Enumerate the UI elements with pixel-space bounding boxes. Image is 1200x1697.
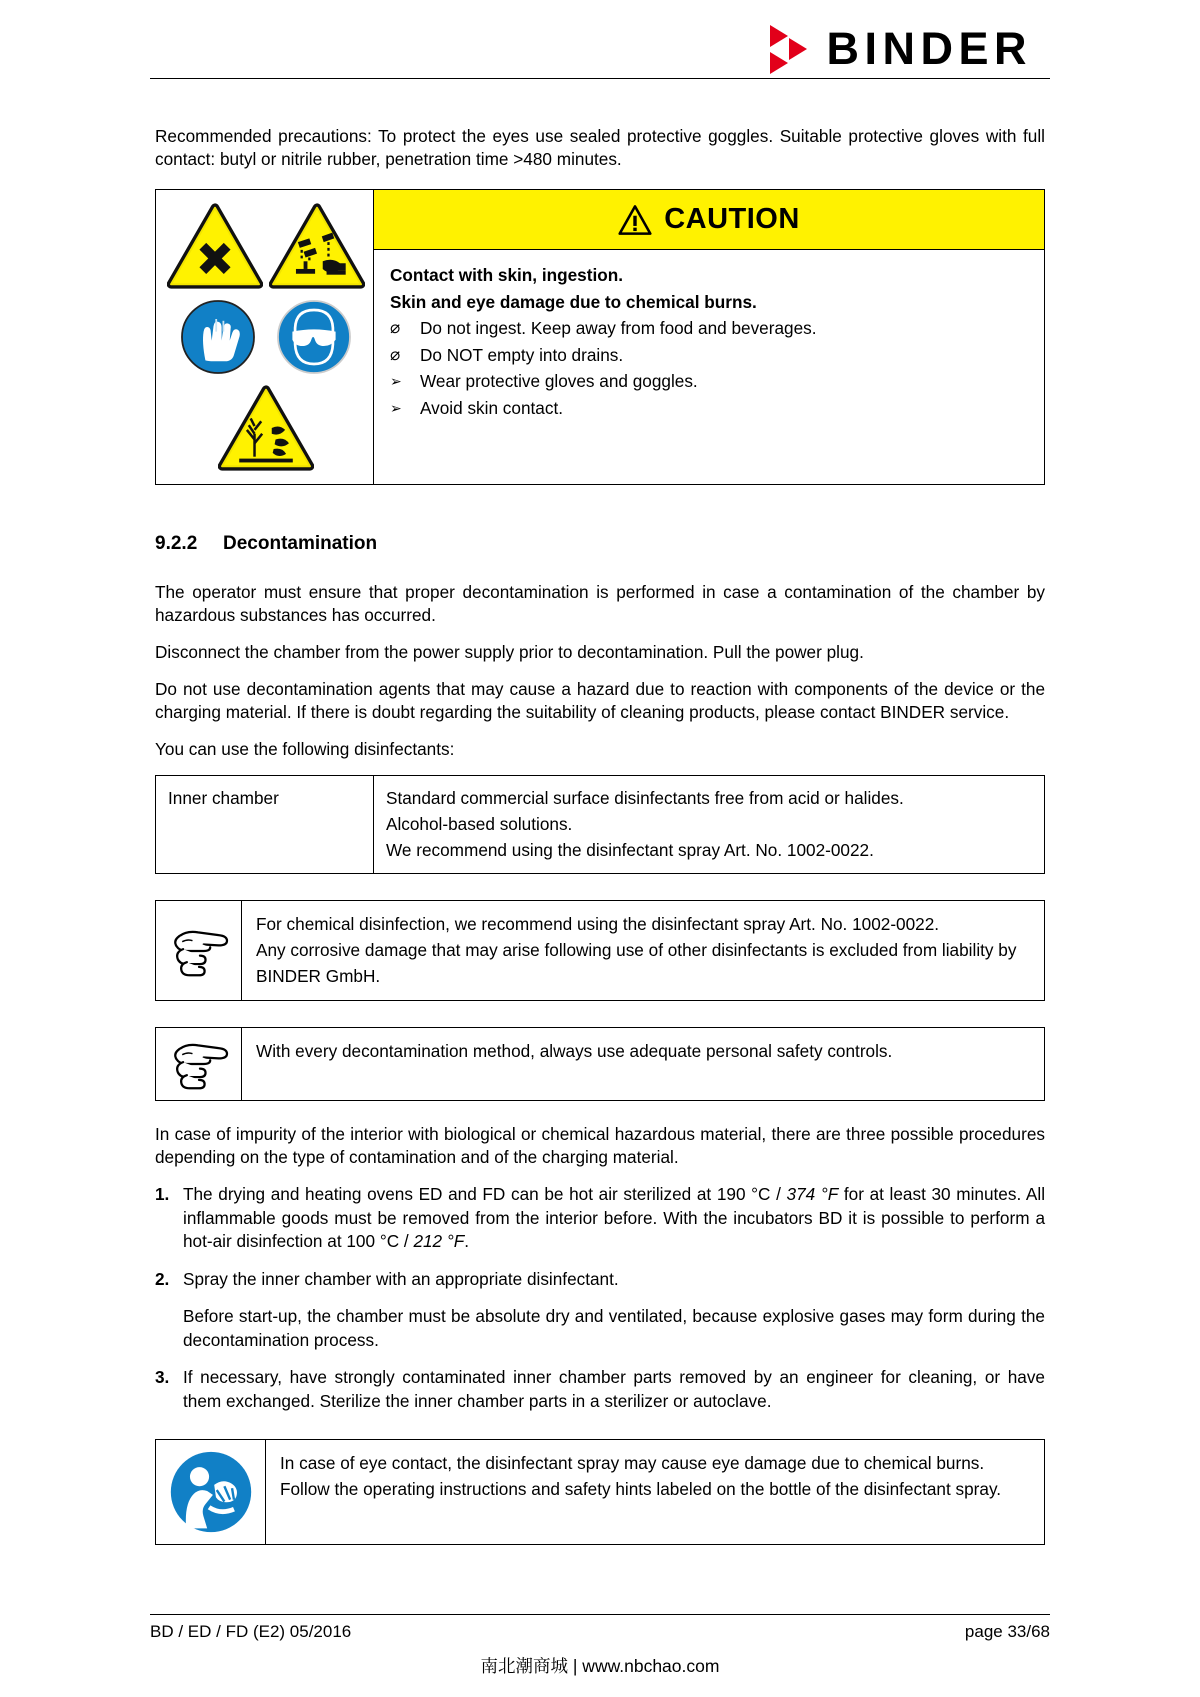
warning-triangle-icon	[618, 204, 652, 236]
note-box-chemical-disinfection	[155, 900, 1045, 1001]
eye-wash-station-mandatory-icon	[167, 1448, 255, 1536]
caution-item	[390, 395, 1030, 422]
intro-paragraph: Recommended precautions: To protect the eyes use sealed protective goggles. Suitable protective gloves with full contact: butyl or nitrile rubber, penetration time >480 minutes.	[155, 126, 1045, 169]
list-segment: The drying and heating ovens ED and FD can be hot air sterilized at 190 °C /	[183, 1184, 787, 1204]
disinfectant-line: Standard commercial surface disinfectants free from acid or halides.	[386, 788, 904, 808]
binder-logo	[770, 24, 1032, 74]
paragraph-1: The operator must ensure that proper decontamination is performed in case a contamination of the chamber by hazardous substances has occurred.	[155, 582, 1045, 625]
note-line: Any corrosive damage that may arise following use of other disinfectants is excluded from liability by BINDER GmbH.	[256, 940, 1017, 986]
note-line: With every decontamination method, always use adequate personal safety controls.	[256, 1041, 893, 1061]
list-item-number: 1.	[155, 1184, 170, 1204]
caution-item-text: Do NOT empty into drains.	[420, 344, 624, 365]
footer-page-number: page 33/68	[964, 1622, 1050, 1641]
paragraph-5: In case of impurity of the interior with biological or chemical hazardous material, there are three possible procedures depending on the type of contamination and of the charging material.	[155, 1124, 1045, 1167]
list-item	[155, 1183, 1045, 1254]
caution-item-text: Do not ingest. Keep away from food and beverages.	[420, 318, 817, 338]
table-row	[156, 776, 1045, 874]
paragraph-4: You can use the following disinfectants:	[155, 739, 455, 759]
note-line: For chemical disinfection, we recommend using the disinfectant spray Art. No. 1002-0022.	[256, 914, 940, 934]
section-number: 9.2.2	[155, 533, 198, 554]
list-segment: for at least 30 minutes. All inflammable goods must be removed from the interior before. With the incubators BD it is possible to perform a hot-air disinfection at 100 °C /	[183, 1184, 1046, 1251]
note-text	[242, 901, 1044, 1000]
page-header	[0, 0, 1200, 86]
caution-item	[390, 342, 1030, 369]
corrosive-substance-warning-icon	[269, 202, 365, 290]
section-title: Decontamination	[223, 533, 378, 554]
table-row-label: Inner chamber	[156, 776, 374, 874]
environmental-hazard-warning-icon	[218, 384, 314, 472]
list-item	[155, 1268, 1045, 1292]
caution-body	[374, 250, 1044, 435]
pointing-hand-icon	[166, 1036, 232, 1092]
footer-document-id: BD / ED / FD (E2) 05/2016	[150, 1622, 352, 1641]
disinfectant-line: Alcohol-based solutions.	[386, 814, 573, 834]
wear-eye-protection-mandatory-icon	[269, 294, 359, 380]
list-segment: .	[464, 1231, 470, 1251]
eye-contact-warning-box	[155, 1439, 1045, 1545]
harmful-irritant-warning-icon	[167, 202, 263, 290]
page-content	[155, 86, 1045, 1545]
binder-logo-triangles-icon	[770, 24, 816, 74]
list-item-number: 2.	[155, 1268, 170, 1289]
section-heading	[155, 533, 1045, 555]
caution-content	[374, 190, 1044, 484]
caution-box	[155, 189, 1045, 485]
pointing-hand-icon	[166, 923, 232, 979]
caution-item	[390, 368, 1030, 395]
list-item-subparagraph: Before start-up, the chamber must be absolute dry and ventilated, because explosive gases may form during the decontamination process.	[183, 1306, 1045, 1350]
caution-item	[390, 315, 1030, 342]
caution-item-text: Wear protective gloves and goggles.	[420, 371, 698, 391]
disinfectants-table	[155, 775, 1045, 874]
list-segment-italic: 374 °F	[786, 1184, 839, 1204]
caution-title: CAUTION	[664, 203, 800, 235]
table-row-content	[374, 776, 1045, 874]
caution-headline-2: Skin and eye damage due to chemical burns.	[390, 291, 757, 312]
caution-headline-1: Contact with skin, ingestion.	[390, 265, 623, 285]
list-item-text: Spray the inner chamber with an appropriate disinfectant.	[183, 1268, 619, 1289]
paragraph-2: Disconnect the chamber from the power supply prior to decontamination. Pull the power plug.	[155, 642, 864, 662]
note-icon-cell	[156, 1028, 242, 1100]
prohibition-mark-icon: ⌀	[390, 344, 401, 364]
header-divider	[150, 78, 1050, 79]
caution-pictogram-group	[156, 190, 374, 484]
arrow-bullet-icon: ➢	[390, 373, 402, 389]
page-footer	[150, 1614, 1050, 1642]
caution-item-text: Avoid skin contact.	[420, 397, 563, 418]
paragraph-3: Do not use decontamination agents that may cause a hazard due to reaction with components of the device or the charging material. If there is doubt regarding the suitability of cleaning products, please contact BINDER service.	[155, 679, 1045, 722]
list-item-text: If necessary, have strongly contaminated inner chamber parts removed by an engineer for cleaning, or have them exchanged. Sterilize the inner chamber parts in a sterilizer or autoclave.	[183, 1367, 1045, 1411]
eye-box-text: In case of eye contact, the disinfectant spray may cause eye damage due to chemical burns. Follow the operating instructions and safety hints labeled on the bottle of the disinfectant spray.	[280, 1453, 1002, 1499]
eye-icon-cell	[156, 1440, 266, 1544]
list-item-number: 3.	[155, 1367, 170, 1387]
caution-banner	[374, 190, 1044, 250]
binder-logo-text: BINDER	[826, 23, 1032, 74]
disinfectant-line: We recommend using the disinfectant spray Art. No. 1002-0022.	[386, 840, 874, 860]
arrow-bullet-icon: ➢	[390, 399, 402, 416]
watermark-text: 南北潮商城 | www.nbchao.com	[480, 1656, 720, 1676]
note-icon-cell	[156, 901, 242, 1000]
list-item	[155, 1366, 1045, 1413]
list-segment-italic: 212 °F	[413, 1231, 465, 1251]
note-box-safety-controls	[155, 1027, 1045, 1101]
list-item-text	[183, 1183, 1045, 1254]
prohibition-mark-icon: ⌀	[390, 318, 401, 337]
wear-protective-gloves-mandatory-icon	[173, 294, 263, 380]
note-text	[242, 1028, 906, 1100]
